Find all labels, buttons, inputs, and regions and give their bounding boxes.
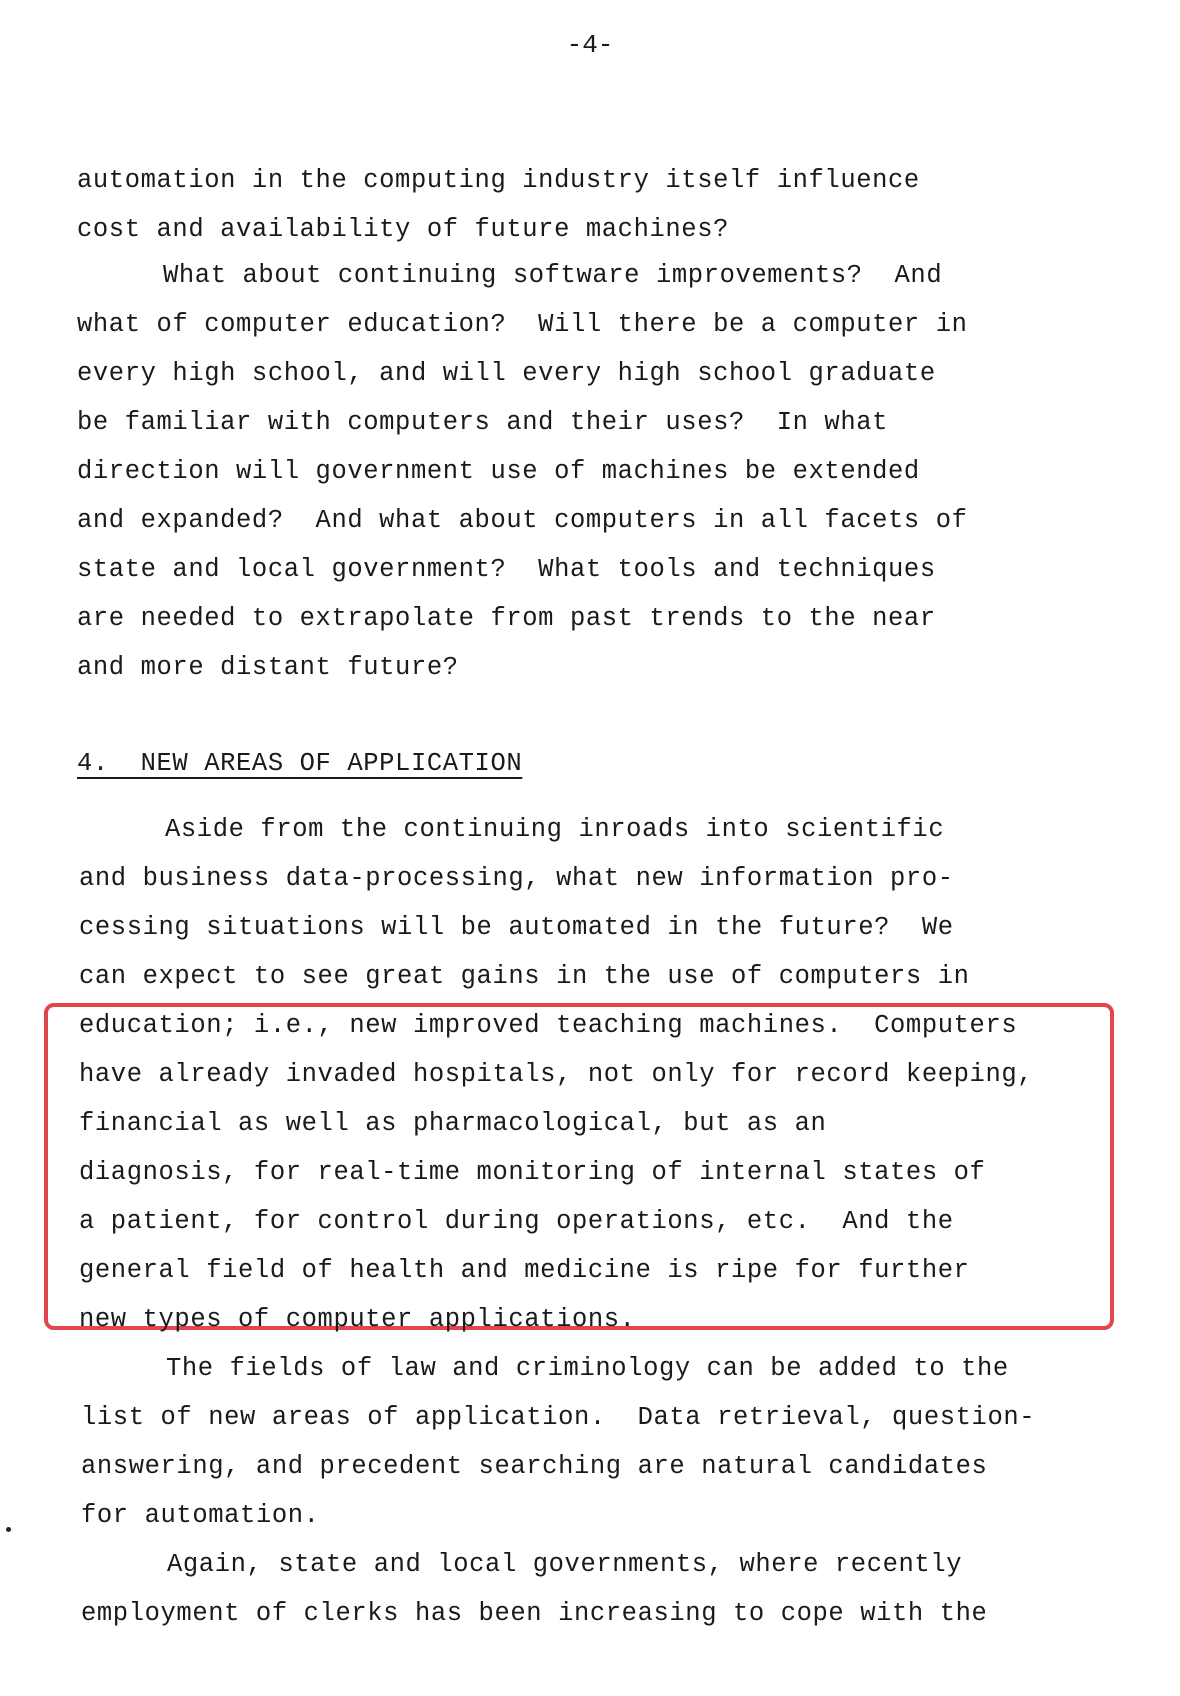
text-line: answering, and precedent searching are natural candidates (81, 1452, 988, 1481)
text-line: automation in the computing industry itself influence (77, 166, 920, 195)
text-line: state and local government? What tools and techniques (77, 555, 936, 584)
text-line: what of computer education? Will there be a computer in (77, 310, 968, 339)
text-line: What about continuing software improvements? And (163, 261, 943, 290)
text-line: cessing situations will be automated in the future? We (79, 913, 954, 942)
text-line: be familiar with computers and their uses? In what (77, 408, 889, 437)
text-line: employment of clerks has been increasing to cope with the (81, 1599, 988, 1628)
text-line: Again, state and local governments, where recently (167, 1550, 963, 1579)
text-line: Aside from the continuing inroads into scientific (165, 815, 945, 844)
text-line: can expect to see great gains in the use of computers in (79, 962, 970, 991)
highlighted-line: financial as well as pharmacological, but as an (79, 1109, 827, 1138)
highlighted-line: new types of computer applications. (79, 1305, 636, 1334)
highlighted-line: have already invaded hospitals, not only for record keeping, (79, 1060, 1034, 1089)
text-line: and business data-processing, what new information pro- (79, 864, 954, 893)
text-line: cost and availability of future machines? (77, 215, 730, 244)
text-line: direction will government use of machines be extended (77, 457, 920, 486)
page-number: -4- (566, 30, 614, 60)
highlighted-line: general field of health and medicine is ripe for further (79, 1256, 970, 1285)
text-line: and expanded? And what about computers in all facets of (77, 506, 968, 535)
text-line: and more distant future? (77, 653, 459, 682)
highlighted-line: education; i.e., new improved teaching machines. Computers (79, 1011, 1018, 1040)
text-line: for automation. (81, 1501, 320, 1530)
text-line: are needed to extrapolate from past trends to the near (77, 604, 936, 633)
text-line: The fields of law and criminology can be added to the (166, 1354, 1009, 1383)
text-line: every high school, and will every high school graduate (77, 359, 936, 388)
text-line: list of new areas of application. Data retrieval, question- (81, 1403, 1036, 1432)
stray-mark (6, 1527, 11, 1532)
section-heading: 4. NEW AREAS OF APPLICATION (77, 749, 523, 778)
highlighted-line: a patient, for control during operations, etc. And the (79, 1207, 954, 1236)
highlighted-line: diagnosis, for real-time monitoring of internal states of (79, 1158, 986, 1187)
